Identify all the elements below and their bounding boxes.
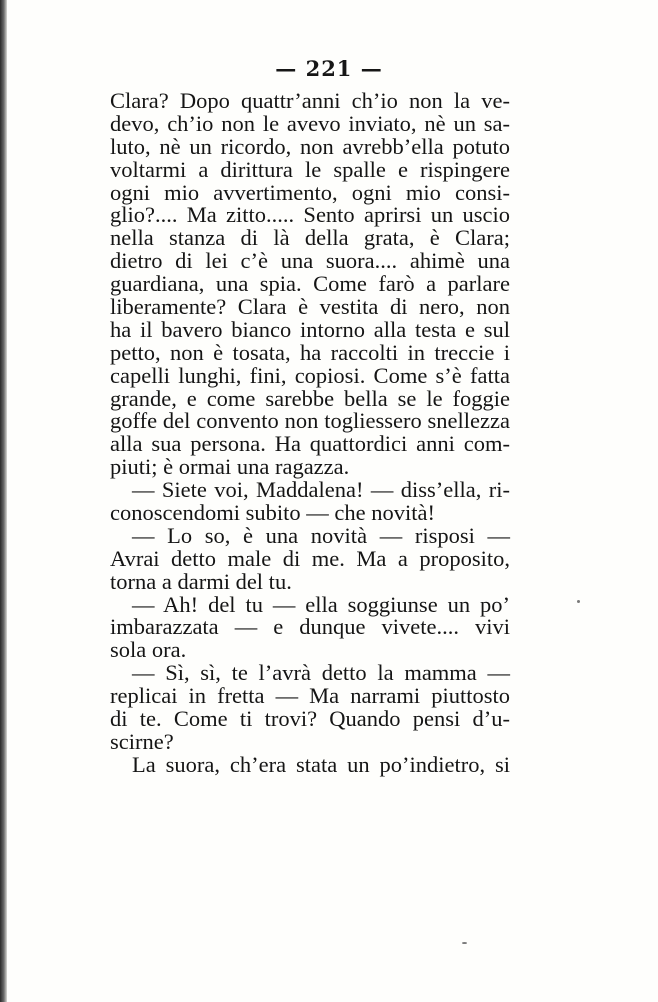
text-line: guardiana, una spia. Come farò a parlare xyxy=(110,271,510,297)
text-line: goffe del convento non togliessero snellezza xyxy=(110,408,510,434)
paper-speck xyxy=(462,942,467,944)
text-line: conoscendomi subito — che novità! xyxy=(110,500,435,526)
text-line: scirne? xyxy=(110,728,174,754)
text-line: La suora, ch’era stata un po’indietro, si xyxy=(132,751,510,777)
text-line: voltarmi a dirittura le spalle e rispingere xyxy=(110,156,510,182)
dialogue-line: — Siete voi, Maddalena! — diss’ella, ri- xyxy=(132,477,510,503)
text-line: grande, e come sarebbe bella se le foggie xyxy=(110,385,510,411)
text-line: torna a darmi del tu. xyxy=(110,568,292,594)
text-line: luto, nè un ricordo, non avrebb’ella potuto xyxy=(110,133,510,159)
paper-speck xyxy=(577,600,580,603)
text-line: imbarazzata — e dunque vivete.... vivi xyxy=(110,614,510,640)
dialogue-line: — Lo so, è una novità — risposi — xyxy=(132,522,510,548)
text-line: petto, non è tosata, ha raccolti in treccie i xyxy=(110,339,510,365)
dialogue-line: — Ah! del tu — ella soggiunse un po’ xyxy=(132,591,510,617)
text-line: alla sua persona. Ha quattordici anni com- xyxy=(110,431,510,457)
text-line: Avrai detto male di me. Ma a proposito, xyxy=(110,545,510,571)
text-line: devo, ch’io non le avevo inviato, nè un sa- xyxy=(110,110,510,136)
text-line: sola ora. xyxy=(110,637,187,663)
text-line: dietro di lei c’è una suora.... ahimè una xyxy=(110,248,510,274)
text-line: glio?.... Ma zitto..... Sento aprirsi un uscio xyxy=(110,202,510,228)
dialogue-line: — Sì, sì, te l’avrà detto la mamma — xyxy=(132,660,510,686)
text-line: replicai in fretta — Ma narrami piuttosto xyxy=(110,683,510,709)
page-number: — 221 — xyxy=(275,56,383,81)
text-line: piuti; è ormai una ragazza. xyxy=(110,454,350,480)
text-line: Clara? Dopo quattr’anni ch’io non la ve- xyxy=(110,88,510,113)
text-line: liberamente? Clara è vestita di nero, non xyxy=(110,294,510,320)
body-text xyxy=(110,90,510,777)
text-line: capelli lunghi, fini, copiosi. Come s’è fatta xyxy=(110,362,510,388)
text-line: nella stanza di là della grata, è Clara; xyxy=(110,225,510,251)
text-line: di te. Come ti trovi? Quando pensi d’u- xyxy=(110,706,510,732)
text-line: ogni mio avvertimento, ogni mio consi- xyxy=(110,179,510,205)
text-line: ha il bavero bianco intorno alla testa e sul xyxy=(110,316,510,342)
page-spine-edge xyxy=(0,0,7,1002)
